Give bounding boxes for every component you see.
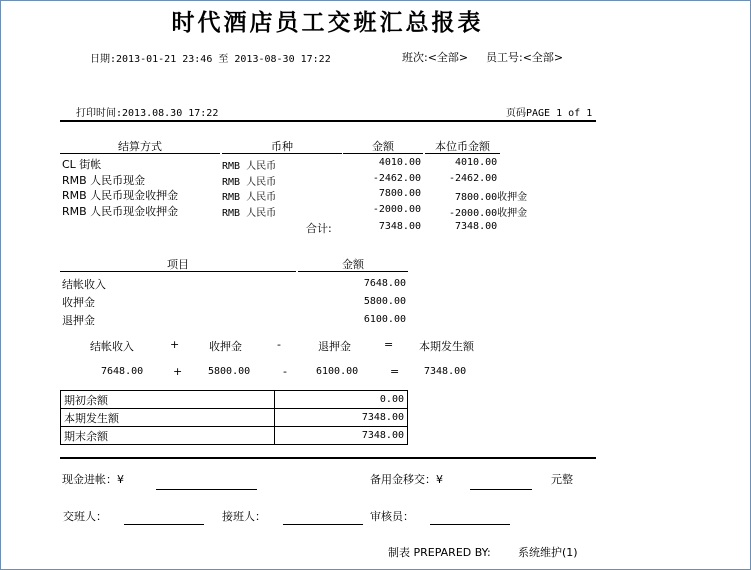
formula-operator: = bbox=[384, 338, 394, 351]
formula-operator: + bbox=[170, 338, 180, 351]
balance-label: 本期发生额 bbox=[61, 409, 275, 427]
payment-method: RMB 人民币现金 bbox=[62, 174, 146, 187]
print-time: 打印时间:2013.08.30 17:22 bbox=[76, 108, 219, 119]
employee-filter: 员工号:<全部> bbox=[486, 51, 564, 64]
payment-base-amount: 4010.00 bbox=[455, 157, 498, 168]
formula-label: 收押金 bbox=[209, 340, 242, 353]
auditor-label: 审核员： bbox=[370, 510, 414, 523]
payment-method: RMB 人民币现金收押金 bbox=[62, 205, 179, 218]
formula-label: 结帐收入 bbox=[90, 340, 134, 353]
payment-amount: 4010.00 bbox=[378, 157, 421, 168]
item-name: 收押金 bbox=[62, 296, 95, 309]
formula-value: 7648.00 bbox=[101, 366, 144, 377]
handover-label: 交班人： bbox=[63, 510, 107, 523]
formula-label: 退押金 bbox=[318, 340, 351, 353]
balance-value: 7348.00 bbox=[275, 409, 408, 427]
balance-row bbox=[61, 427, 408, 445]
yuan-label: 元整 bbox=[551, 473, 573, 486]
formula-label: 本期发生额 bbox=[419, 340, 474, 353]
receiver-label: 接班人： bbox=[222, 510, 266, 523]
header-underline bbox=[222, 153, 342, 154]
formula-value: 5800.00 bbox=[208, 366, 251, 377]
total-base-amount: 7348.00 bbox=[455, 221, 498, 232]
balance-label: 期末余额 bbox=[61, 427, 275, 445]
header-underline bbox=[343, 153, 423, 154]
item-amount-header: 金额 bbox=[342, 258, 364, 271]
header-underline bbox=[298, 271, 408, 272]
formula-operator: = bbox=[390, 365, 400, 378]
cash-in-blank bbox=[156, 489, 257, 490]
balance-label: 期初余额 bbox=[61, 391, 275, 409]
formula-operator: + bbox=[173, 365, 183, 378]
cash-in-label: 现金进帐：¥ bbox=[62, 473, 124, 486]
balance-value: 7348.00 bbox=[275, 427, 408, 445]
formula-operator: - bbox=[277, 338, 281, 351]
petty-cash-blank bbox=[470, 489, 532, 490]
currency-header: 币种 bbox=[271, 140, 293, 153]
total-amount: 7348.00 bbox=[378, 221, 421, 232]
payment-method: RMB 人民币现金收押金 bbox=[62, 189, 179, 202]
payment-method: CL 街帐 bbox=[62, 158, 102, 171]
payment-currency: RMB 人民币 bbox=[222, 161, 277, 172]
item-amount: 5800.00 bbox=[363, 296, 406, 307]
report-title: 时代酒店员工交班汇总报表 bbox=[171, 9, 484, 36]
payment-currency: RMB 人民币 bbox=[222, 177, 277, 188]
balance-row bbox=[61, 391, 408, 409]
payment-amount: -2000.00 bbox=[372, 204, 421, 215]
formula-operator: - bbox=[283, 365, 287, 378]
payment-base-amount: -2462.00 bbox=[449, 173, 498, 184]
prepared-by-text: 制表 PREPARED BY: bbox=[388, 546, 491, 559]
balance-table bbox=[60, 390, 408, 445]
formula-value: 7348.00 bbox=[424, 366, 467, 377]
total-label: 合计: bbox=[306, 222, 332, 235]
preparer-name: 系统维护(1) bbox=[518, 546, 578, 559]
header-underline bbox=[60, 271, 296, 272]
item-name: 退押金 bbox=[62, 314, 95, 327]
footer-rule bbox=[60, 457, 596, 459]
payment-method-header: 结算方式 bbox=[118, 140, 162, 153]
payment-currency: RMB 人民币 bbox=[222, 208, 277, 219]
payment-amount: -2462.00 bbox=[372, 173, 421, 184]
balance-value: 0.00 bbox=[275, 391, 408, 409]
formula-value: 6100.00 bbox=[316, 366, 359, 377]
amount-header: 金额 bbox=[372, 140, 394, 153]
payment-base-amount: -2000.00收押金 bbox=[449, 208, 528, 219]
balance-row bbox=[61, 409, 408, 427]
shift-filter: 班次:<全部> bbox=[402, 51, 469, 64]
receiver-blank bbox=[283, 524, 363, 525]
base-amount-header: 本位币金额 bbox=[435, 140, 490, 153]
payment-currency: RMB 人民币 bbox=[222, 192, 277, 203]
auditor-blank bbox=[430, 524, 510, 525]
petty-cash-label: 备用金移交：¥ bbox=[370, 473, 443, 486]
item-amount: 7648.00 bbox=[363, 278, 406, 289]
item-amount: 6100.00 bbox=[363, 314, 406, 325]
prepared-by-label bbox=[388, 544, 491, 560]
payment-amount: 7800.00 bbox=[378, 188, 421, 199]
date-range: 日期:2013-01-21 23:46 至 2013-08-30 17:22 bbox=[90, 54, 331, 65]
payment-base-amount: 7800.00收押金 bbox=[455, 192, 528, 203]
header-rule bbox=[60, 120, 596, 122]
handover-blank bbox=[124, 524, 204, 525]
item-name: 结帐收入 bbox=[62, 278, 106, 291]
item-header: 项目 bbox=[167, 258, 189, 271]
page-number: 页码PAGE 1 of 1 bbox=[506, 108, 593, 119]
header-underline bbox=[425, 153, 500, 154]
header-underline bbox=[60, 153, 220, 154]
